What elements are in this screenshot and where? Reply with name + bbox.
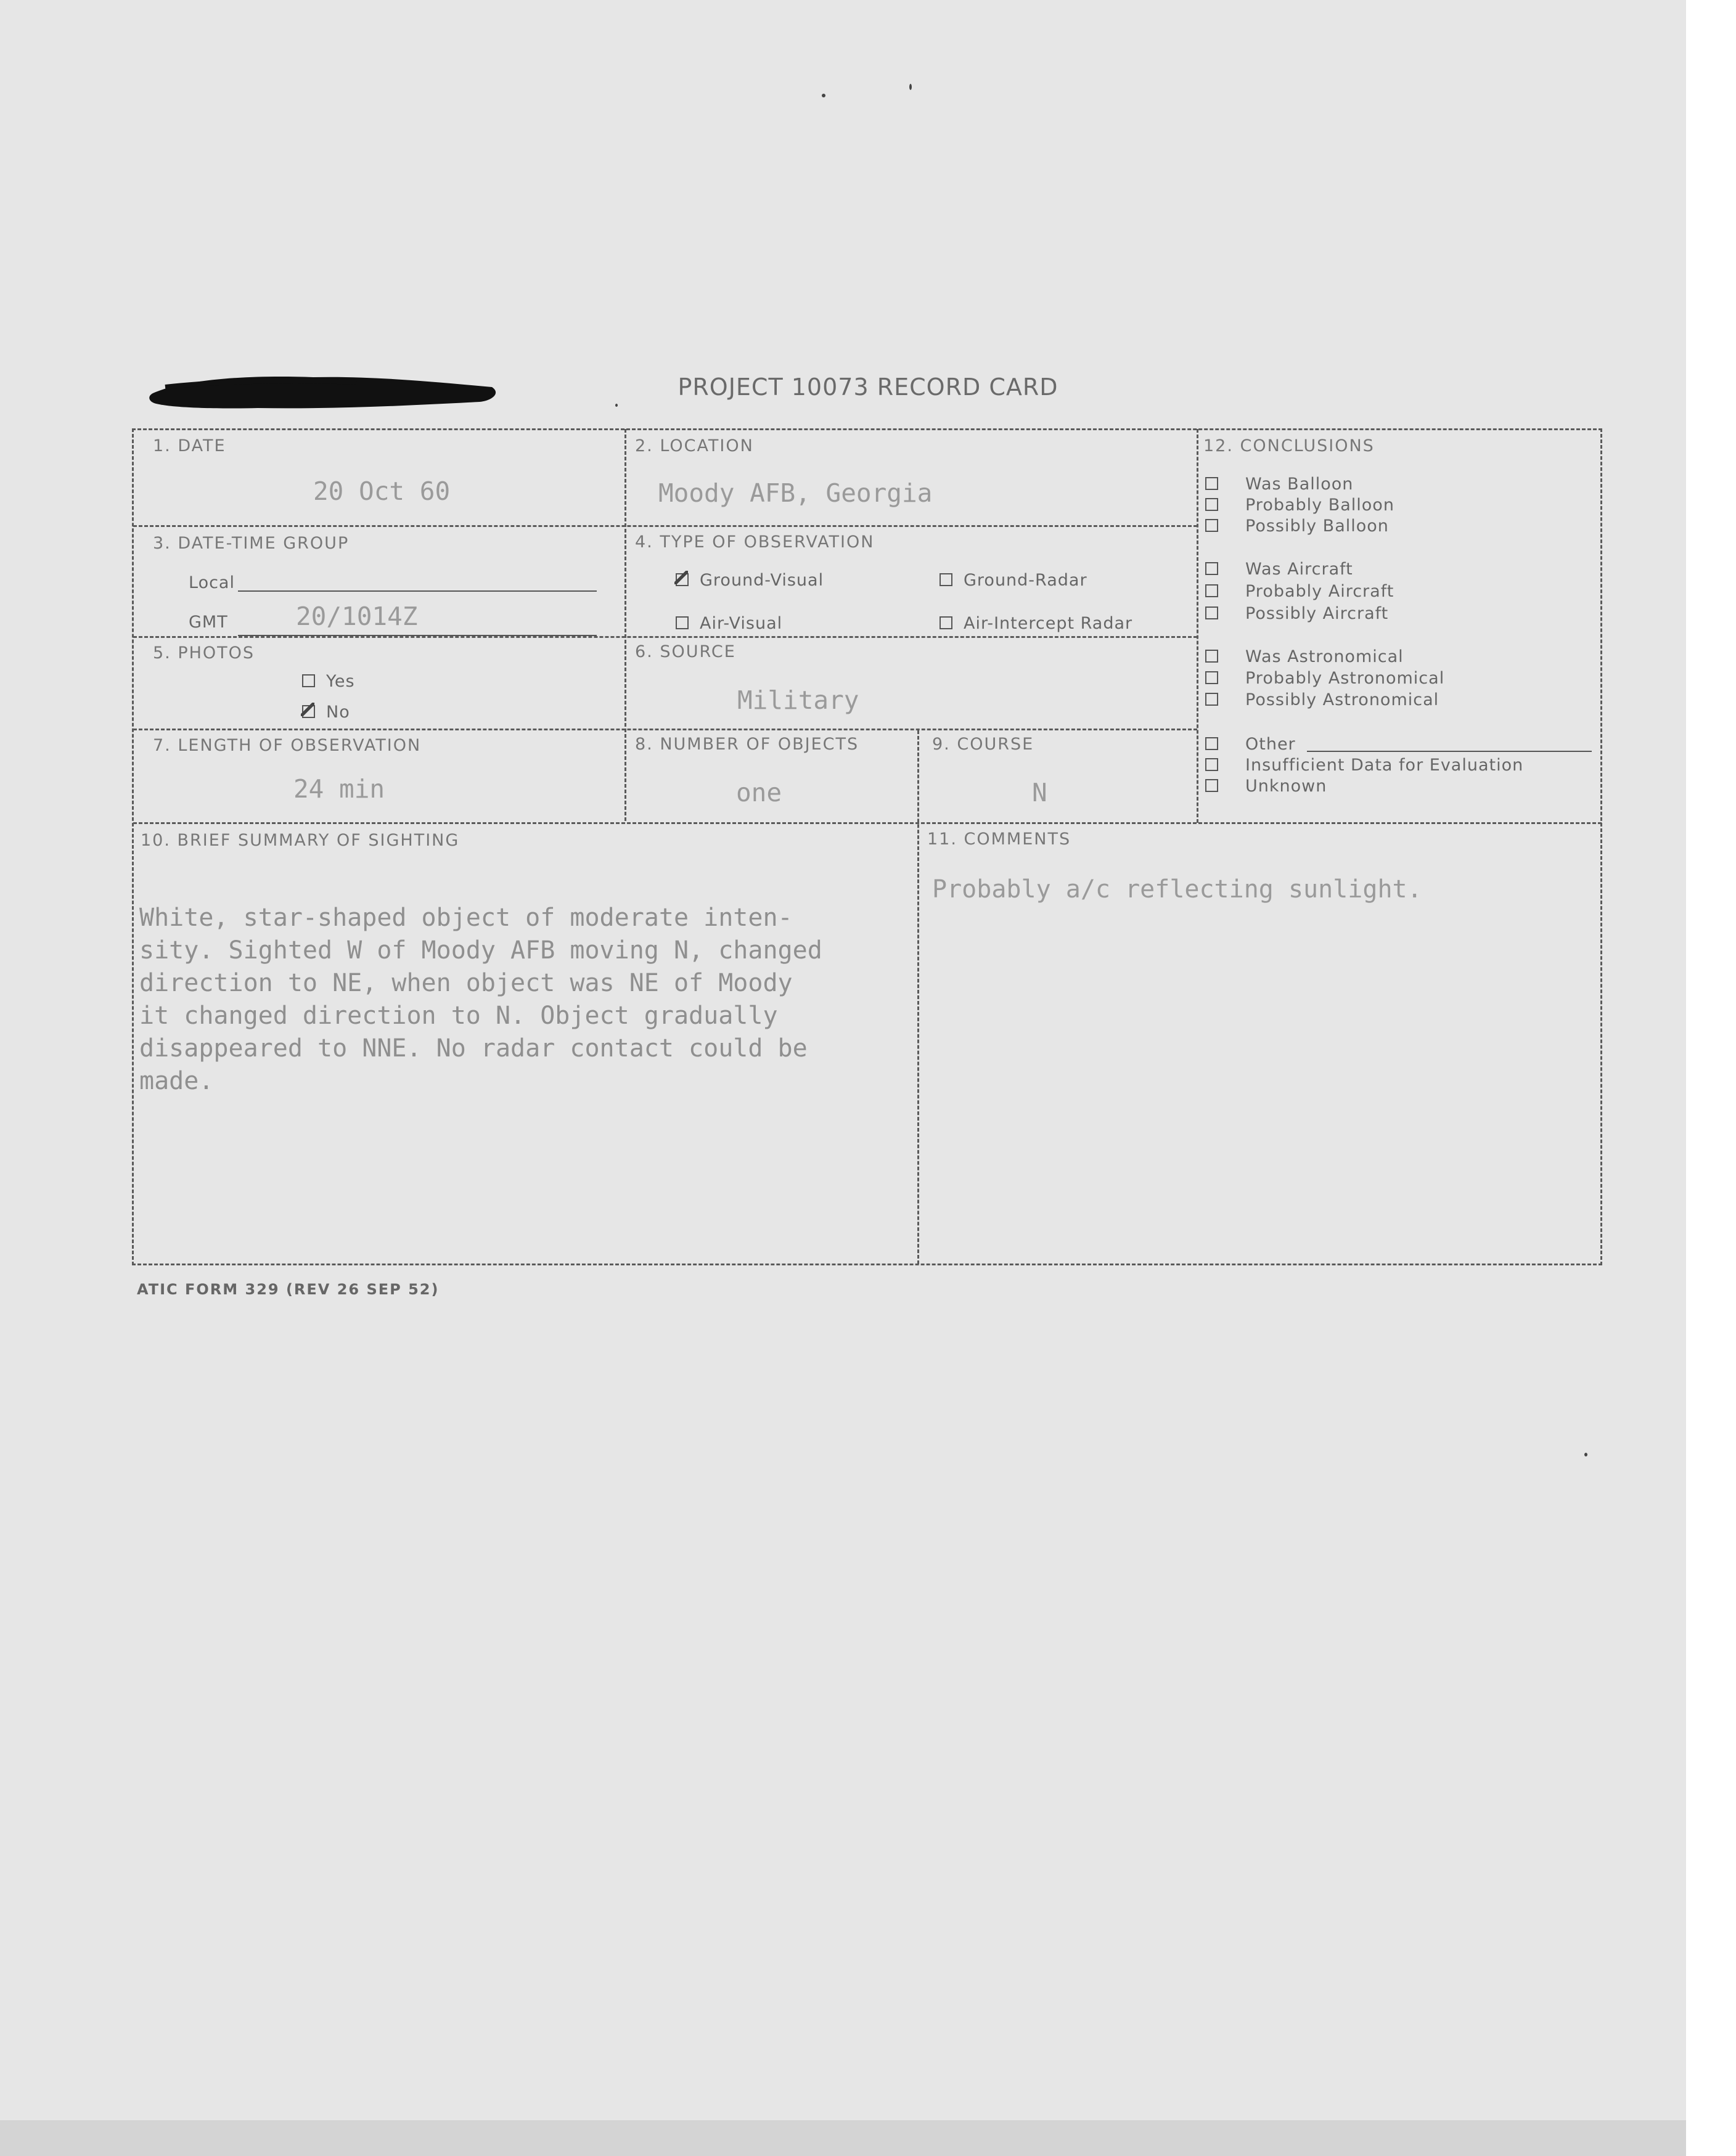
- date-label: 1. DATE: [153, 436, 226, 455]
- summary-text: [139, 869, 904, 1130]
- dust-speck: [1584, 1453, 1587, 1456]
- option-ground-visual[interactable]: Ground-Visual: [676, 571, 824, 590]
- dust-speck: [615, 404, 618, 407]
- checkbox-icon: [302, 705, 315, 718]
- checkbox-icon: [1205, 650, 1218, 663]
- conclusion-unknown[interactable]: Unknown: [1205, 777, 1327, 796]
- dust-speck: [909, 84, 912, 90]
- photos-no-option[interactable]: No: [302, 703, 350, 722]
- option-air-visual[interactable]: Air-Visual: [676, 614, 782, 633]
- summary-line: sity. Sighted W of Moody AFB moving N, changed: [139, 936, 822, 965]
- course-value: N: [1032, 778, 1047, 807]
- divider: [133, 636, 1197, 638]
- form-id: ATIC FORM 329 (REV 26 SEP 52): [137, 1281, 440, 1298]
- conclusion-probably-aircraft[interactable]: Probably Aircraft: [1205, 582, 1394, 601]
- checkbox-icon: [1205, 519, 1218, 532]
- conclusions-label: 12. CONCLUSIONS: [1203, 436, 1375, 455]
- checkbox-icon: [1205, 758, 1218, 771]
- divider: [133, 729, 1197, 730]
- location-label: 2. LOCATION: [635, 436, 754, 455]
- checkbox-icon: [1205, 498, 1218, 511]
- summary-line: disappeared to NNE. No radar contact could be: [139, 1034, 808, 1063]
- conclusion-insufficient-data[interactable]: Insufficient Data for Evaluation: [1205, 756, 1523, 775]
- photos-yes-option[interactable]: Yes: [302, 672, 355, 691]
- checkbox-icon: [1205, 606, 1218, 619]
- conclusion-probably-astronomical[interactable]: Probably Astronomical: [1205, 669, 1444, 688]
- local-label: Local: [189, 573, 235, 592]
- num-objects-label: 8. NUMBER OF OBJECTS: [635, 735, 859, 754]
- conclusion-probably-balloon[interactable]: Probably Balloon: [1205, 496, 1394, 515]
- length-label: 7. LENGTH OF OBSERVATION: [153, 736, 422, 755]
- divider: [917, 730, 919, 1264]
- summary-label: 10. BRIEF SUMMARY OF SIGHTING: [141, 831, 460, 850]
- page-edge: [1686, 0, 1736, 2156]
- comments-label: 11. COMMENTS: [927, 830, 1071, 849]
- local-underline: [238, 590, 597, 592]
- conclusion-possibly-aircraft[interactable]: Possibly Aircraft: [1205, 604, 1388, 623]
- conclusion-other[interactable]: Other: [1205, 735, 1296, 754]
- divider: [624, 429, 626, 821]
- date-value: 20 Oct 60: [313, 476, 451, 506]
- checkbox-icon: [302, 674, 315, 687]
- gmt-underline: [238, 635, 597, 636]
- checkbox-icon: [940, 616, 952, 629]
- checkbox-icon: [1205, 779, 1218, 792]
- conclusion-was-astronomical[interactable]: Was Astronomical: [1205, 647, 1404, 666]
- photos-label: 5. PHOTOS: [153, 643, 255, 663]
- course-label: 9. COURSE: [932, 735, 1034, 754]
- checkbox-icon: [940, 573, 952, 586]
- checkbox-icon: [1205, 562, 1218, 575]
- conclusion-possibly-balloon[interactable]: Possibly Balloon: [1205, 517, 1389, 536]
- checkbox-icon: [676, 616, 689, 629]
- checkbox-icon: [676, 573, 689, 586]
- checkbox-icon: [1205, 737, 1218, 750]
- conclusion-was-aircraft[interactable]: Was Aircraft: [1205, 560, 1353, 579]
- type-obs-label: 4. TYPE OF OBSERVATION: [635, 533, 875, 552]
- summary-line: White, star-shaped object of moderate inten-: [139, 904, 793, 932]
- dtg-label: 3. DATE-TIME GROUP: [153, 534, 350, 553]
- divider: [133, 525, 1197, 527]
- location-value: Moody AFB, Georgia: [658, 478, 933, 508]
- divider: [1197, 429, 1198, 823]
- summary-line: made.: [139, 1067, 214, 1095]
- comments-value: Probably a/c reflecting sunlight.: [932, 875, 1422, 904]
- checkbox-icon: [1205, 477, 1218, 490]
- source-value: Military: [737, 685, 859, 715]
- length-value: 24 min: [293, 774, 385, 804]
- num-objects-value: one: [736, 778, 782, 807]
- option-air-intercept-radar[interactable]: Air-Intercept Radar: [940, 614, 1132, 633]
- gmt-value: 20/1014Z: [296, 602, 418, 631]
- gmt-label: GMT: [189, 613, 228, 632]
- option-ground-radar[interactable]: Ground-Radar: [940, 571, 1087, 590]
- page-bottom-shadow: [0, 2120, 1686, 2156]
- source-label: 6. SOURCE: [635, 642, 736, 661]
- checkbox-icon: [1205, 693, 1218, 706]
- card-title: PROJECT 10073 RECORD CARD: [678, 374, 1058, 401]
- conclusion-was-balloon[interactable]: Was Balloon: [1205, 475, 1353, 494]
- dust-speck: [822, 94, 825, 97]
- summary-line: direction to NE, when object was NE of Moody: [139, 969, 793, 997]
- other-underline: [1307, 751, 1592, 752]
- checkbox-icon: [1205, 584, 1218, 597]
- divider: [133, 822, 1602, 824]
- conclusion-possibly-astronomical[interactable]: Possibly Astronomical: [1205, 690, 1439, 709]
- summary-line: it changed direction to N. Object gradually: [139, 1002, 778, 1030]
- checkbox-icon: [1205, 671, 1218, 684]
